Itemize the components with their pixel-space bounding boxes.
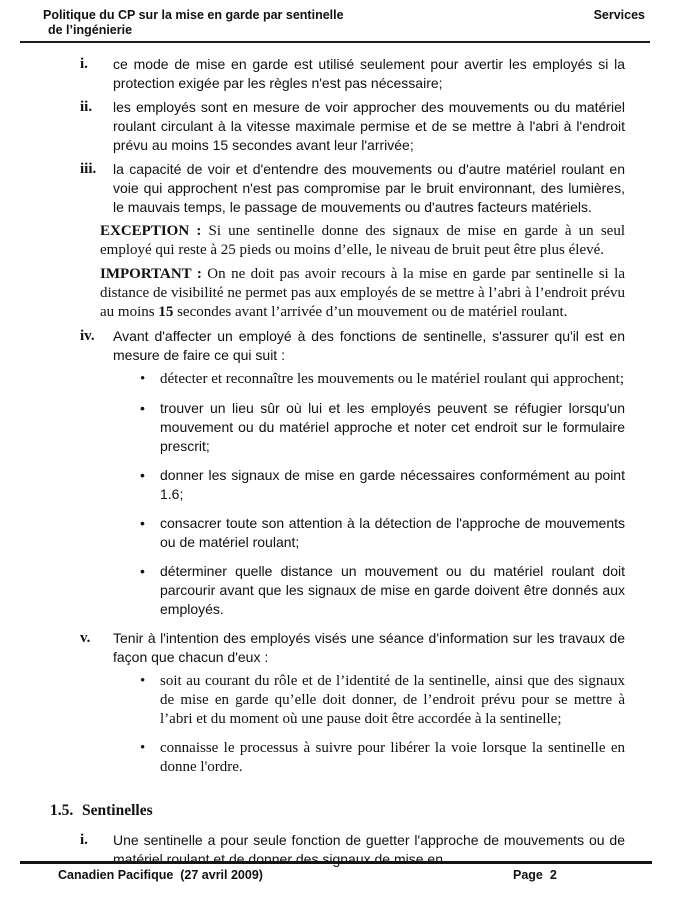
bullet-item	[140, 466, 625, 504]
important-note	[100, 265, 625, 322]
important-bold-value: 15	[158, 304, 174, 320]
list-item-text: Une sentinelle a pour seule fonction de guetter l'approche de mouvements ou de matériel roulant et de donner des signaux de mise en	[113, 832, 625, 867]
footer-row	[0, 868, 695, 884]
list-item-number: iv.	[80, 328, 95, 344]
list-item-text: la capacité de voir et d'entendre des mouvements ou d'autre matériel roulant en voie qui approchent n'est pas compromise par le bruit environnant, des lumières, le mauvais temps, le passage de mouvements ou d'autres facteurs matériels.	[113, 161, 625, 215]
exception-text: Si une sentinelle donne des signaux de mise en garde à un seul employé qui reste à 25 pieds ou moins d’elle, le niveau de bruit peut être plus élevé.	[100, 223, 625, 258]
bullet-icon: •	[140, 467, 145, 483]
document-body	[0, 43, 695, 869]
header-section-label: Services	[593, 8, 645, 22]
bullet-item	[140, 562, 625, 619]
bullet-text: consacrer toute son attention à la détection de l'approche de mouvements ou de matériel roulant;	[160, 515, 625, 550]
important-text-after: secondes avant l’arrivée d’un mouvement ou de matériel roulant.	[173, 304, 568, 320]
bullet-text: déterminer quelle distance un mouvement ou du matériel roulant doit parcourir avant que les signaux de mise en garde doivent être donnés aux employés.	[160, 563, 625, 617]
list-item-iii	[80, 160, 625, 217]
header-title-line2: de l’ingénierie	[48, 23, 133, 37]
list-item-number: iii.	[80, 161, 97, 177]
footer-page-number: Page 2	[513, 868, 557, 882]
bullet-icon: •	[140, 515, 145, 531]
header-title-line1: Politique du CP sur la mise en garde par sentinelle	[43, 8, 344, 22]
important-text-before: On ne doit pas avoir recours à la mise en garde par sentinelle si la distance de visibilité ne permet pas aux employés de se mettre à l’abri à l’endroit prévu au moins	[100, 266, 625, 320]
section-number: 1.5.	[50, 802, 74, 819]
bullet-text: soit au courant du rôle et de l’identité de la sentinelle, ainsi que des signaux de mise en garde qu’elle doit donner, de l’endroit prévu pour se mettre à l’abri et du moment où une pause doit être accordée à la sentinelle;	[160, 673, 625, 727]
bullet-text: détecter et reconnaître les mouvements ou le matériel roulant qui approchent;	[160, 371, 624, 387]
bullet-icon: •	[140, 563, 145, 579]
bullet-list-v	[140, 672, 625, 777]
exception-lead: EXCEPTION :	[100, 223, 202, 239]
bullet-icon: •	[140, 371, 146, 387]
list-item-number: v.	[80, 630, 91, 646]
bullet-item	[140, 370, 625, 389]
header-title	[43, 8, 344, 38]
bullet-item	[140, 399, 625, 456]
list-item-ii	[80, 98, 625, 155]
bullet-item	[140, 672, 625, 729]
list-item-iv	[80, 327, 625, 365]
exception-note	[100, 222, 625, 260]
important-lead: IMPORTANT :	[100, 266, 202, 282]
footer-rule	[20, 861, 652, 864]
bullet-icon: •	[140, 400, 145, 416]
list-item-text: ce mode de mise en garde est utilisé seulement pour avertir les employés si la protection exigée par les règles n'est pas nécessaire;	[113, 56, 625, 91]
list-item-number: i.	[80, 832, 88, 848]
page-header	[0, 0, 695, 38]
bullet-text: donner les signaux de mise en garde nécessaires conformément au point 1.6;	[160, 467, 625, 502]
bullet-item	[140, 514, 625, 552]
list-item-v	[80, 629, 625, 667]
section-heading	[50, 801, 625, 820]
list-item-text: Avant d'affecter un employé à des fonctions de sentinelle, s'assurer qu'il est en mesure de faire ce qui suit :	[113, 328, 625, 363]
page-footer	[0, 861, 695, 884]
bullet-icon: •	[140, 673, 146, 689]
list-item-number: i.	[80, 56, 88, 72]
bullet-item	[140, 739, 625, 777]
section-title: Sentinelles	[82, 802, 153, 819]
list-item-text: les employés sont en mesure de voir approcher des mouvements ou du matériel roulant circulant à la vitesse maximale permise et de se mettre à l'abri à l'endroit prévu au moins 15 secondes avant leur l'arrivée;	[113, 99, 625, 153]
list-item-i	[80, 55, 625, 93]
footer-source: Canadien Pacifique (27 avril 2009)	[58, 868, 263, 882]
list-item-text: Tenir à l'intention des employés visés une séance d'information sur les travaux de façon que chacun d'eux :	[113, 630, 625, 665]
bullet-list-iv	[140, 370, 625, 619]
bullet-text: connaisse le processus à suivre pour libérer la voie lorsque la sentinelle en donne l'ordre.	[160, 740, 625, 775]
bullet-icon: •	[140, 740, 146, 756]
bullet-text: trouver un lieu sûr où lui et les employés peuvent se réfugier lorsqu'un mouvement ou du matériel approche et noter cet endroit sur le formulaire prescrit;	[160, 400, 625, 454]
list-item-number: ii.	[80, 99, 93, 115]
